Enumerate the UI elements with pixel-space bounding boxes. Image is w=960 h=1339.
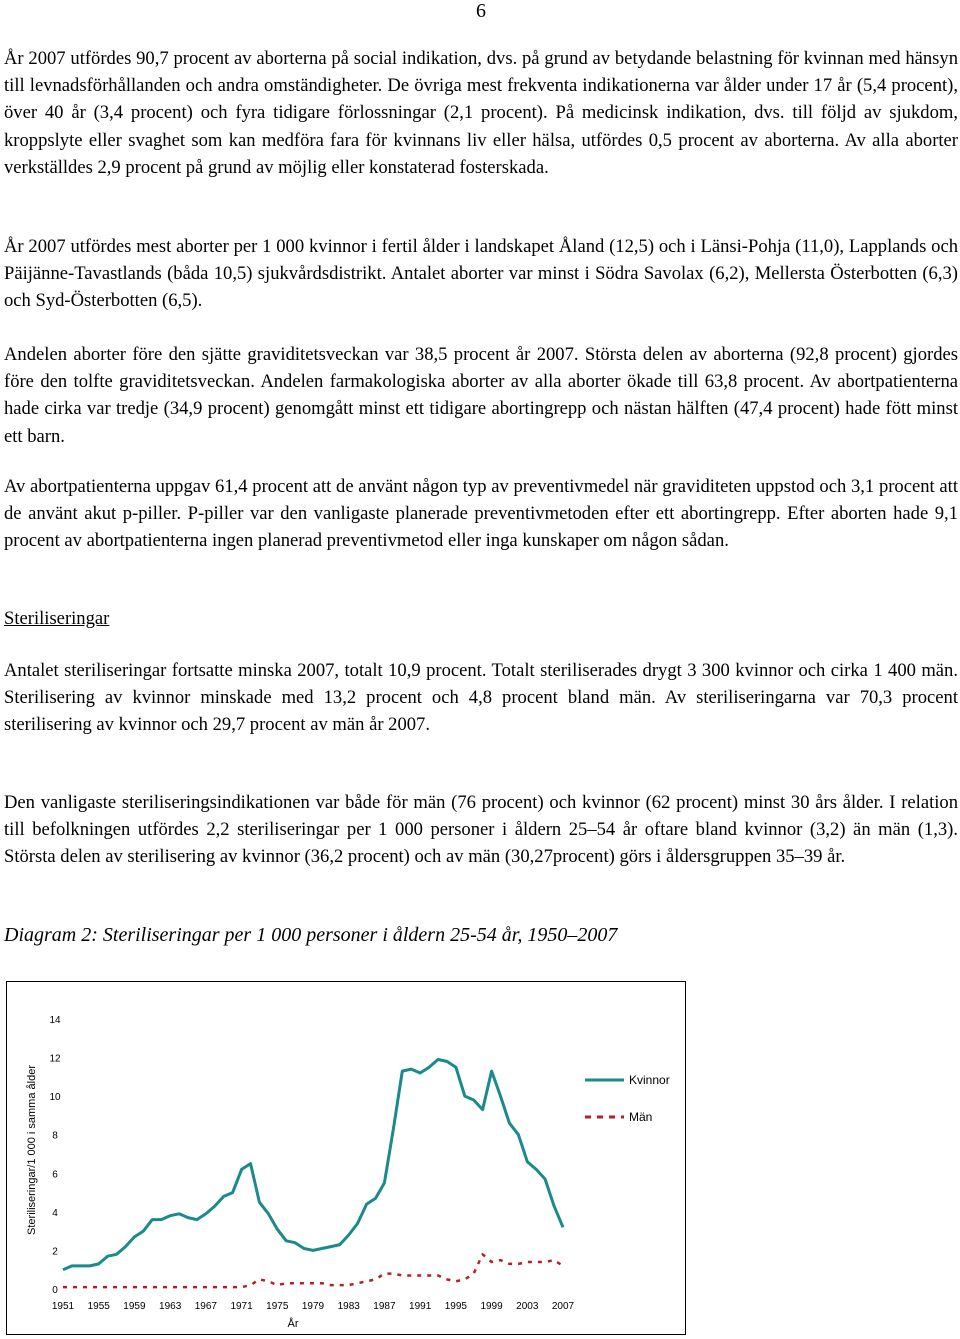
legend — [585, 1073, 670, 1124]
y-axis-label: Steriliseringar/1 000 i samma ålder — [26, 1065, 38, 1235]
y-tick-label: 2 — [52, 1246, 58, 1258]
x-tick-label: 2007 — [551, 1301, 575, 1312]
x-tick-label: 1967 — [194, 1301, 217, 1312]
y-tick-label: 10 — [49, 1092, 61, 1104]
y-tick-label: 0 — [52, 1285, 58, 1296]
paragraph-sterilization-indications: Den vanligaste steriliseringsindikationen var både för män (76 procent) och kvinnor (62 procent) minst 30 års ålder. I relation till befolkningen utfördes 2,2 steriliseringar per 1 000 personer i åldern 25–54 år oftare bland kvinnor (3,2) än män (1,3). Största delen av sterilisering av kvinnor (36,2 procent) och av män (30,27procent) görs i åldersgruppen 35–39 år. — [4, 792, 958, 868]
page-number: 6 — [476, 0, 486, 22]
section-heading-steriliseringar: Steriliseringar — [4, 608, 110, 629]
x-axis-label: År — [287, 1318, 299, 1330]
x-tick-label: 1991 — [409, 1301, 432, 1312]
y-tick-label: 4 — [52, 1207, 58, 1219]
x-tick-label: 1963 — [159, 1301, 182, 1312]
x-tick-label: 1979 — [301, 1301, 325, 1312]
x-tick-label: 1959 — [123, 1301, 146, 1312]
y-tick-label: 14 — [49, 1015, 61, 1026]
chart-frame — [6, 981, 686, 1335]
legend-label-kvinnor: Kvinnor — [629, 1073, 670, 1087]
y-tick-label: 12 — [49, 1053, 61, 1065]
x-tick-label: 1971 — [230, 1301, 253, 1312]
x-tick-label: 1983 — [337, 1301, 360, 1312]
y-tick-label: 6 — [52, 1169, 58, 1181]
series-line-man — [63, 1254, 563, 1287]
series-line-kvinnor — [63, 1060, 563, 1270]
sterilization-line-chart — [7, 982, 687, 1336]
x-tick-label: 1995 — [444, 1301, 467, 1312]
x-tick-label: 2003 — [516, 1301, 539, 1312]
paragraph-gestational-week: Andelen aborter före den sjätte graviditetsveckan var 38,5 procent år 2007. Största delen av aborterna (92,8 procent) gjordes före den tolfte graviditetsveckan. Andelen farmakologiska aborter av alla aborter ökade till 63,8 procent. Av abortpatienterna hade cirka var tredje (34,9 procent) genomgått minst ett tidigare abortingrepp och nästan hälften (47,4 procent) hade fött minst ett barn. — [4, 344, 958, 447]
paragraph-regional-abortions: År 2007 utfördes mest aborter per 1 000 kvinnor i fertil ålder i landskapet Åland (12,5) och i Länsi-Pohja (11,0), Lapplands och Päijänne-Tavastlands (båda 10,5) sjukvårdsdistrikt. Antalet aborter var minst i Södra Savolax (6,2), Mellersta Österbotten (6,3) och Syd-Österbotten (6,5). — [4, 236, 958, 312]
paragraph-sterilization-counts: Antalet steriliseringar fortsatte minska 2007, totalt 10,9 procent. Totalt steriliserades drygt 3 300 kvinnor och cirka 1 400 män. Sterilisering av kvinnor minskade med 13,2 procent och 4,8 procent bland män. Av steriliseringarna var 70,3 procent sterilisering av kvinnor och 29,7 procent av män år 2007. — [4, 660, 958, 736]
x-tick-label: 1951 — [51, 1301, 75, 1312]
y-tick-label: 8 — [52, 1130, 58, 1142]
legend-label-man: Män — [629, 1110, 653, 1124]
figure-caption: Diagram 2: Steriliseringar per 1 000 personer i åldern 25-54 år, 1950–2007 — [4, 924, 618, 946]
x-tick-label: 1975 — [266, 1301, 289, 1312]
paragraph-contraception: Av abortpatienterna uppgav 61,4 procent att de använt någon typ av preventivmedel när graviditeten uppstod och 3,1 procent att de använt akut p-piller. P-piller var den vanligaste planerade preventivmetoden efter ett abortingrepp. Efter aborten hade 9,1 procent av abortpatienterna ingen planerad preventivmetod eller inga kunskaper om någon sådan. — [4, 476, 958, 552]
x-tick-label: 1955 — [87, 1301, 110, 1312]
x-tick-label: 1987 — [373, 1301, 396, 1312]
paragraph-social-indication: År 2007 utfördes 90,7 procent av aborterna på social indikation, dvs. på grund av betydande belastning för kvinnan med hänsyn till levnadsförhållanden och andra omständigheter. De övriga mest frekventa indikationerna var ålder under 17 år (5,4 procent), över 40 år (3,4 procent) och fyra tidigare förlossningar (2,1 procent). På medicinsk indikation, dvs. till följd av sjukdom, kroppslyte eller svaghet som kan medföra fara för kvinnans liv eller hälsa, utfördes 0,5 procent av aborterna. Av alla aborter verkställdes 2,9 procent på grund av möjlig eller konstaterad fosterskada. — [4, 48, 958, 178]
x-tick-label: 1999 — [480, 1301, 503, 1312]
